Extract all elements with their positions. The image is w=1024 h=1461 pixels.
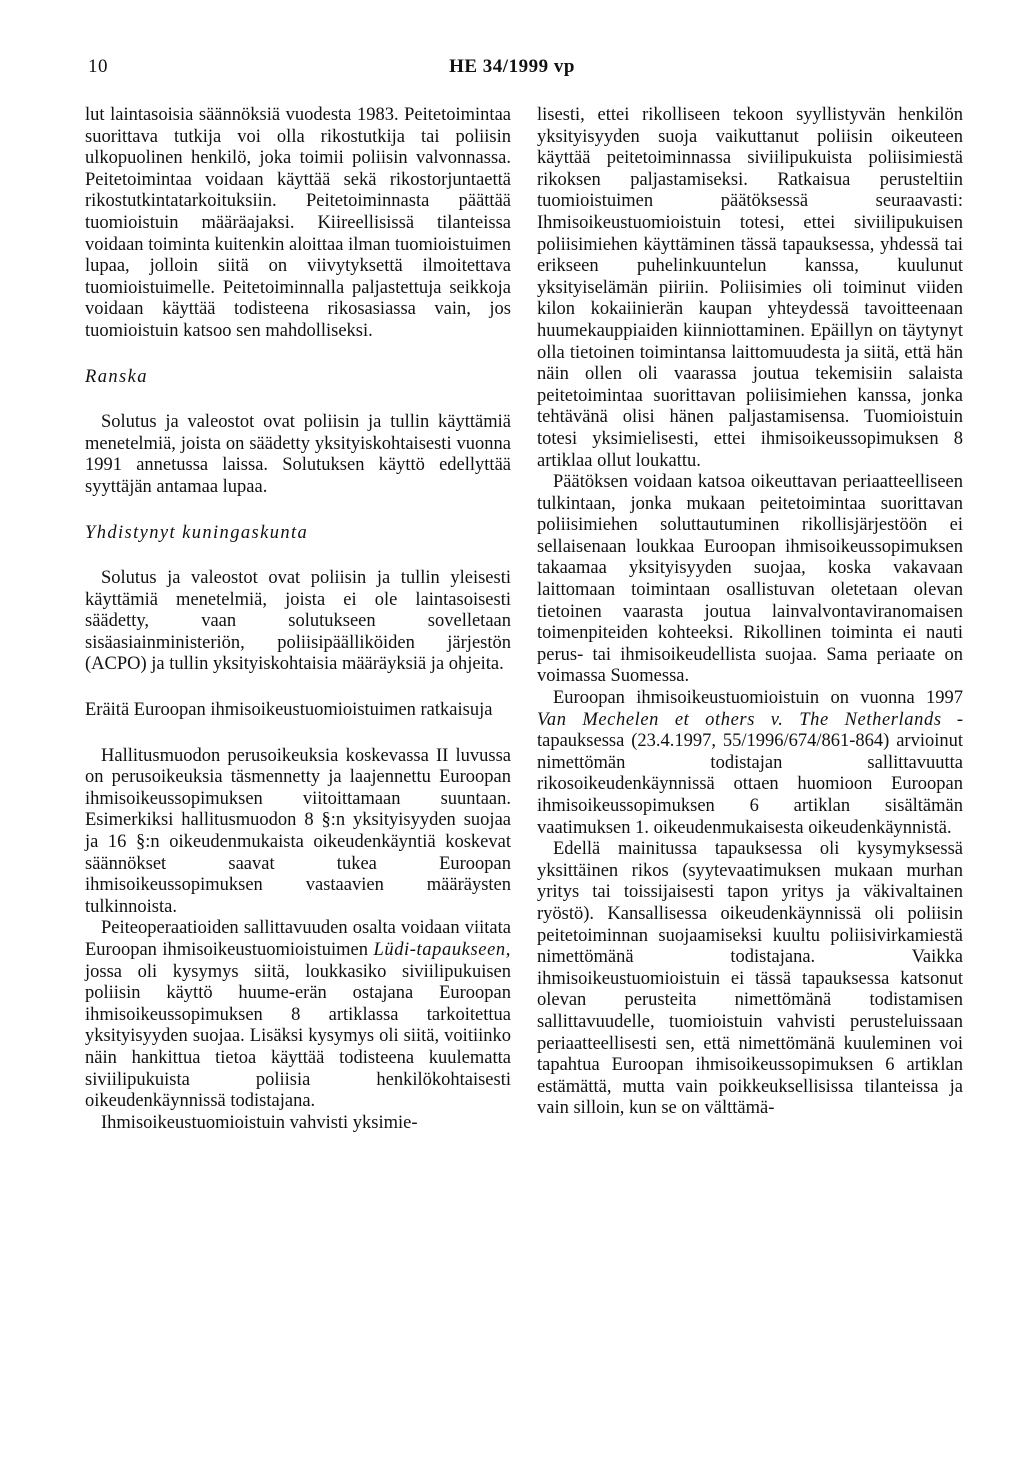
paragraph: lisesti, ettei rikolliseen tekoon syyllistyvän henkilön yksityisyyden suoja vaikuttanut poliisin oikeuteen käyttää peitetoiminnassa siviilipukuista poliisimiestä rikoksen paljastamiseksi. Ratkaisua perusteltiin tuomioistuimen päätöksessä seuraavasti: Ihmisoikeustuomioistuin totesi, ettei siviilipukuisen poliisimiehen käyttäminen tässä tapauksessa, yhdessä tai erikseen puhelinkuuntelun kanssa, kuulunut yksityiselämän piiriin. Poliisimies oli toiminut viiden kilon kokaiinierän kaupan yhteydessä tavoitteenaan huumekauppiaiden kiinniottaminen. Epäillyn on täytynyt olla tietoinen toimintansa laittomuudesta ja siitä, että hän näin ollen oli vaarassa joutua tekemisiin salaista peitetoimintaa suorittavan poliisimiehen kanssa, jonka tehtävänä olisi hänen paljastamisensa. Tuomioistuin totesi yksimielisesti, ettei ihmisoikeussopimuksen 8 artiklaa ollut loukattu.	[537, 105, 963, 471]
section-heading-uk: Yhdistynyt kuningaskunta	[85, 522, 309, 543]
section-heading-ranska: Ranska	[85, 366, 148, 387]
paragraph: Solutus ja valeostot ovat poliisin ja tullin yleisesti käyttämiä menetelmiä, joista ei ole laintasoisesti säädetty, vaan solutukseen sovelletaan sisäasiainministeriön, poliisipäälliköiden järjestön (ACPO) ja tullin yksityiskohtaisia määräyksiä ja ohjeita.	[85, 568, 511, 675]
paragraph: Solutus ja valeostot ovat poliisin ja tullin käyttämiä menetelmiä, joista on säädetty yksityiskohtaisesti vuonna 1991 annetussa laissa. Solutuksen käyttö edellyttää syyttäjän antamaa lupaa.	[85, 412, 511, 497]
text-run: Peiteoperaatioiden sallittavuuden osalta voidaan viitata Euroopan ihmisoikeustuomioistuimen	[85, 918, 511, 960]
running-title: HE 34/1999 vp	[449, 56, 575, 77]
case-name: Van Mechelen et others v. The Netherlands	[537, 709, 942, 730]
case-name: Lüdi-tapaukseen,	[373, 940, 511, 960]
paragraph: Edellä mainitussa tapauksessa oli kysymyksessä yksittäinen rikos (syytevaatimuksen mukaan murhan yritys tai toissijaisesti tapon yritys ja väkivaltainen ryöstö). Kansallisessa oikeudenkäynnissä oli poliisin peitetoiminnan suojaamiseksi kuultu poliisivirkamiestä nimettömänä todistajana. Vaikka ihmisoikeustuomioistuin ei tässä tapauksessa katsonut olevan perusteita nimettömänä todistamisen sallittavuudelle, tuomioistuin vahvisti perusteluissaan periaatteellisesti sen, että nimettömänä kuuleminen voi tapahtua Euroopan ihmisoikeussopimuksen 6 artiklan estämättä, mutta vain poikkeuksellisissa tilanteissa ja vain silloin, kun se on välttämä-	[537, 839, 963, 1119]
paragraph: Hallitusmuodon perusoikeuksia koskevassa II luvussa on perusoikeuksia täsmennetty ja laajennettu Euroopan ihmisoikeussopimuksen viitoittamaan suuntaan. Esimerkiksi hallitusmuodon 8 §:n yksityisyyden suojaa ja 16 §:n oikeudenmukaista oikeudenkäyntiä koskevat säännökset saavat tukea Euroopan ihmisoikeussopimuksen vastaavien määräysten tulkinnoista.	[85, 745, 511, 917]
right-column	[537, 105, 963, 1120]
left-column	[85, 105, 511, 1134]
paragraph	[537, 688, 963, 839]
paragraph: Ihmisoikeustuomioistuin vahvisti yksimie-	[101, 1112, 418, 1133]
page-number: 10	[88, 56, 108, 77]
paragraph: Päätöksen voidaan katsoa oikeuttavan periaatteelliseen tulkintaan, jonka mukaan peitetoimintaa suorittavan poliisimiehen soluttautuminen rikollisjärjestöön ei sellaisenaan loukkaa Euroopan ihmisoikeussopimuksen takaamaa yksityisyyden suojaa, koska vakavaan laittomaan toimintaan osallistuvan oletetaan olevan tietoinen vaarasta joutua lainvalvontaviranomaisen toimenpiteiden kohteeksi. Rikollinen toiminta ei nauti perus- tai ihmisoikeudellista suojaa. Sama periaate on voimassa Suomessa.	[537, 472, 963, 687]
text-run: -tapauksessa (23.4.1997, 55/1996/674/861-864) arvioinut nimettömän todistajan sallittavuutta rikosoikeudenkäynnissä ottaen huomioon Euroopan ihmisoikeussopimuksen 6 artiklan sisältämän vaatimuksen 1. oikeudenmukaisesta oikeudenkäynnistä.	[537, 709, 963, 838]
text-run: jossa oli kysymys siitä, loukkasiko siviilipukuisen poliisin käyttö huume-erän ostajana Euroopan ihmisoikeussopimuksen 8 artiklassa tarkoitettua yksityisyyden suojaa. Lisäksi kysymys oli siitä, voitiinko näin hankittua tietoa käyttää todisteena kuulematta siviilipukuista poliisia henkilökohtaisesti oikeudenkäynnissä todistajana.	[85, 961, 511, 1112]
paragraph	[85, 918, 511, 1112]
text-run: Euroopan ihmisoikeustuomioistuin on vuonna 1997	[553, 688, 963, 709]
paragraph: lut laintasoisia säännöksiä vuodesta 1983. Peitetoimintaa suorittava tutkija voi olla rikostutkija tai poliisin ulkopuolinen henkilö, joka toimii poliisin valvonnassa. Peitetoimintaa voidaan käyttää sekä rikostorjuntaettä rikostutkintatarkoituksiin. Peitetoiminnasta päättää tuomioistuin määräajaksi. Kiireellisissä tilanteissa voidaan toiminta kuitenkin aloittaa ilman tuomioistuimen lupaa, jolloin siitä on viivytyksettä ilmoitettava tuomioistuimelle. Peitetoiminnalla paljastettuja seikkoja voidaan käyttää todisteena rikosasiassa vain, jos tuomioistuin katsoo sen mahdolliseksi.	[85, 105, 511, 341]
section-heading-eu: Eräitä Euroopan ihmisoikeustuomioistuimen ratkaisuja	[85, 700, 493, 721]
